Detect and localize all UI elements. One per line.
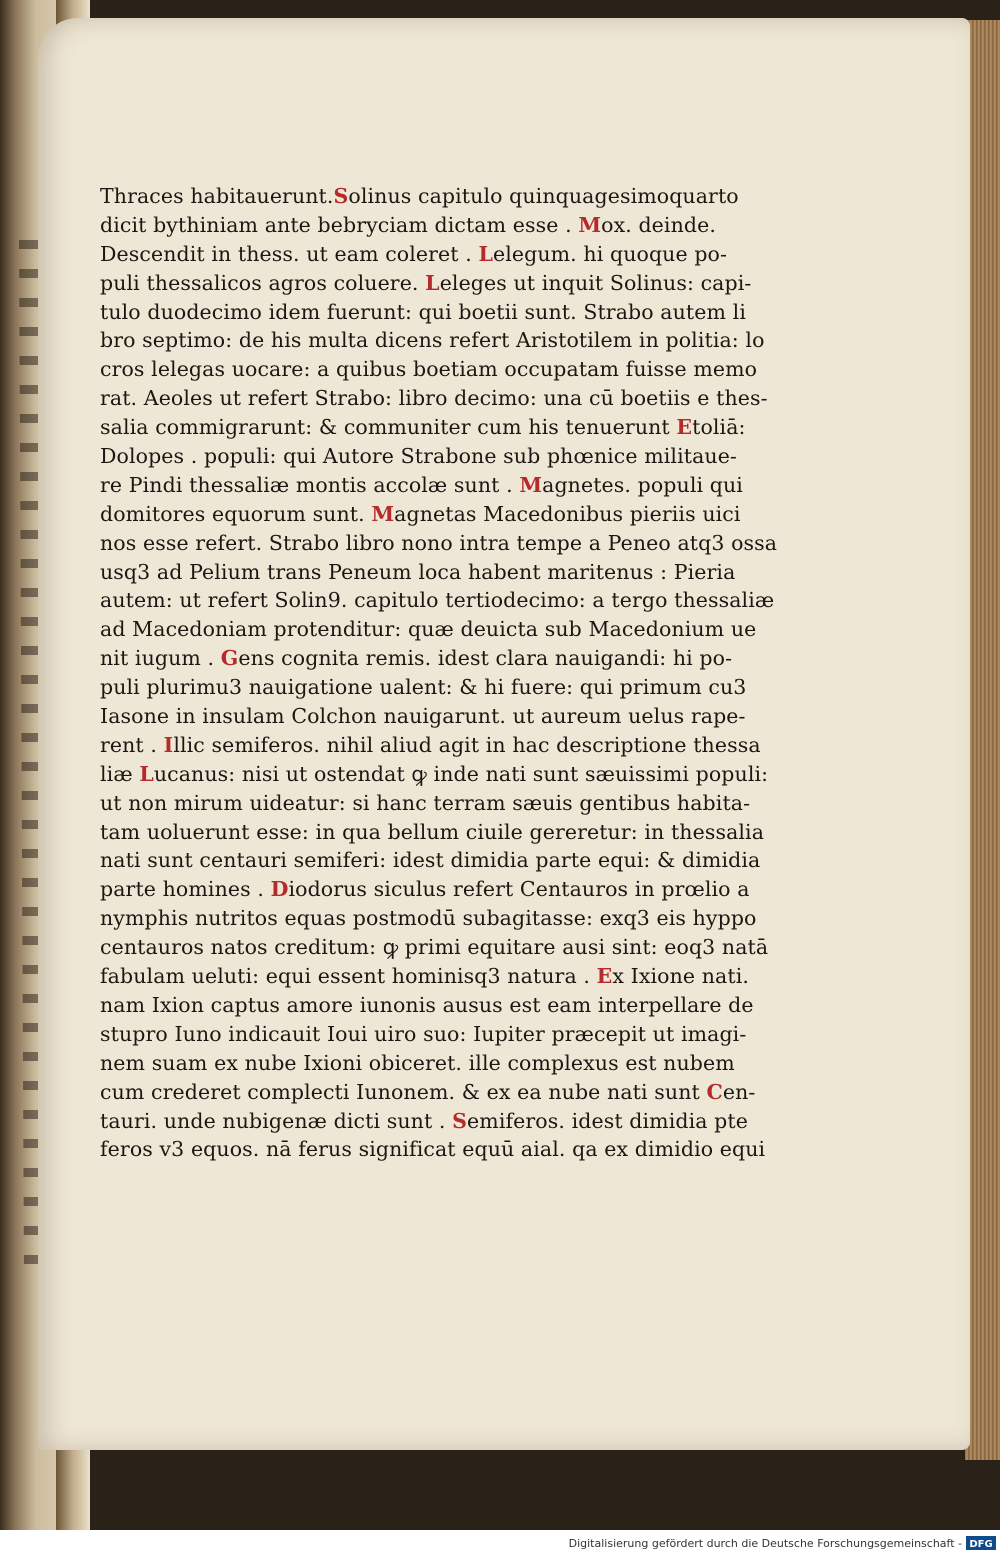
text-segment: Iasone in insulam Colchon nauigarunt. ut aureum uelus rape-: [100, 704, 746, 729]
text-segment: nati sunt centauri semiferi: idest dimidia parte equi: & dimidia: [100, 848, 761, 873]
rubricated-initial: G: [220, 646, 239, 671]
text-segment: parte homines .: [100, 877, 271, 902]
text-line: [100, 326, 765, 355]
text-line: [100, 269, 752, 298]
text-segment: dicit bythiniam ante bebryciam dictam esse .: [100, 212, 579, 237]
text-segment: bro septimo: de his multa dicens refert Aristotilem in politia: lo: [100, 328, 765, 353]
text-line: [100, 1135, 766, 1164]
text-segment: nam Ixion captus amore iunonis ausus est eam interpellare de: [100, 992, 754, 1017]
text-line: [100, 904, 757, 933]
text-line: [100, 1020, 747, 1049]
text-segment: puli thessalicos agros coluere.: [100, 270, 426, 295]
rubricated-initial: M: [371, 501, 395, 526]
rubricated-initial: E: [596, 964, 613, 989]
page-edges: [965, 20, 1000, 1460]
rubricated-initial: E: [676, 415, 693, 440]
text-segment: eleges ut inquit Solinus: capi-: [439, 270, 752, 295]
text-segment: fabulam ueluti: equi essent hominisq3 natura .: [100, 964, 597, 989]
text-segment: Dolopes . populi: qui Autore Strabone sub phœnice militaue-: [100, 444, 737, 469]
text-segment: liæ: [100, 761, 140, 786]
text-segment: tam uoluerunt esse: in qua bellum ciuile gereretur: in thessalia: [100, 819, 765, 844]
text-segment: en-: [722, 1079, 756, 1104]
text-segment: nit iugum .: [100, 646, 221, 671]
text-line: [100, 558, 736, 587]
text-line: [100, 442, 737, 471]
text-line: [100, 211, 716, 240]
rubricated-initial: M: [519, 472, 543, 497]
text-segment: ut non mirum uideatur: si hanc terram sæuis gentibus habita-: [100, 790, 751, 815]
text-line: [100, 529, 778, 558]
footer-bar: [0, 1530, 1000, 1557]
text-segment: usq3 ad Pelium trans Peneum loca habent maritenus : Pieria: [100, 559, 736, 584]
rubricated-initial: C: [706, 1079, 723, 1104]
text-segment: autem: ut refert Solin9. capitulo tertiodecimo: a tergo thessaliæ: [100, 588, 775, 613]
text-segment: ucanus: nisi ut ostendat ꝙ inde nati sunt sæuissimi populi:: [153, 761, 769, 786]
rubricated-initial: I: [163, 732, 174, 757]
rubricated-initial: M: [578, 212, 602, 237]
rubricated-initial: L: [139, 761, 154, 786]
text-segment: Descendit in thess. ut eam coleret .: [100, 241, 479, 266]
text-segment: ens cognita remis. idest clara nauigandi: hi po-: [238, 646, 733, 671]
text-line: [100, 1107, 748, 1136]
text-line: [100, 240, 728, 269]
text-line: [100, 1078, 756, 1107]
rubricated-initial: S: [333, 184, 349, 208]
text-segment: salia commigrarunt: & communiter cum his tenuerunt: [100, 415, 677, 440]
text-line: [100, 991, 754, 1020]
text-line: [100, 182, 739, 211]
rubricated-initial: D: [270, 877, 289, 902]
text-line: [100, 673, 747, 702]
text-segment: cros lelegas uocare: a quibus boetiam occupatam fuisse memo: [100, 357, 758, 382]
text-line: [100, 875, 750, 904]
text-line: [100, 702, 746, 731]
text-segment: emiferos. idest dimidia pte: [467, 1108, 748, 1133]
text-line: [100, 731, 761, 760]
text-segment: cum crederet complecti Iunonem. & ex ea nube nati sunt: [100, 1079, 707, 1104]
text-segment: elegum. hi quoque po-: [492, 241, 728, 266]
text-line: [100, 355, 758, 384]
text-line: [100, 413, 746, 442]
text-segment: nymphis nutritos equas postmodū subagitasse: exq3 eis hyppo: [100, 906, 757, 931]
text-line: [100, 384, 768, 413]
text-segment: Thraces habitauerunt.: [100, 184, 334, 208]
rubricated-initial: L: [478, 241, 493, 266]
text-segment: puli plurimu3 nauigatione ualent: & hi fuere: qui primum cu3: [100, 675, 747, 700]
rubricated-initial: L: [425, 270, 440, 295]
text-segment: stupro Iuno indicauit Ioui uiro suo: Iupiter præcepit ut imagi-: [100, 1021, 747, 1046]
text-line: [100, 500, 741, 529]
text-segment: domitores equorum sunt.: [100, 501, 372, 526]
rubricated-initial: S: [452, 1108, 468, 1133]
text-segment: tauri. unde nubigenæ dicti sunt .: [100, 1108, 453, 1133]
text-segment: feros v3 equos. nā ferus significat equū aial. qa ex dimidio equi: [100, 1137, 766, 1162]
text-line: [100, 962, 749, 991]
text-segment: llic semiferos. nihil aliud agit in hac descriptione thessa: [173, 732, 761, 757]
text-segment: tulo duodecimo idem fuerunt: qui boetii sunt. Strabo autem li: [100, 299, 746, 324]
text-segment: iodorus siculus refert Centauros in prœlio a: [288, 877, 750, 902]
text-line: [100, 586, 775, 615]
text-segment: centauros natos creditum: ꝙ primi equitare ausi sint: eoq3 natā: [100, 935, 769, 960]
text-segment: x Ixione nati.: [612, 964, 749, 989]
text-segment: rat. Aeoles ut refert Strabo: libro decimo: una cū boetiis e thes-: [100, 386, 768, 411]
text-segment: ad Macedoniam protenditur: quæ deuicta sub Macedonium ue: [100, 617, 757, 642]
text-segment: olinus capitulo quinquagesimoquarto: [348, 184, 739, 208]
text-line: [100, 615, 757, 644]
text-segment: toliā:: [692, 415, 746, 440]
text-segment: nem suam ex nube Ixioni obiceret. ille complexus est nubem: [100, 1050, 735, 1075]
text-line: [100, 789, 751, 818]
dfg-logo-text: DFG: [969, 1539, 993, 1550]
text-line: [100, 471, 743, 500]
text-line: [100, 298, 746, 327]
text-line: [100, 760, 769, 789]
text-line: [100, 1049, 735, 1078]
text-line: [100, 644, 733, 673]
text-segment: ox. deinde.: [601, 212, 716, 237]
text-segment: agnetas Macedonibus pieriis uici: [394, 501, 741, 526]
text-segment: re Pindi thessaliæ montis accolæ sunt .: [100, 472, 520, 497]
dfg-logo: [966, 1536, 996, 1550]
text-block: [100, 182, 778, 1164]
text-segment: agnetes. populi qui: [542, 472, 743, 497]
text-line: [100, 933, 769, 962]
text-segment: nos esse refert. Strabo libro nono intra tempe a Peneo atq3 ossa: [100, 530, 778, 555]
text-line: [100, 818, 765, 847]
text-line: [100, 846, 761, 875]
text-segment: rent .: [100, 732, 164, 757]
funding-credit: Digitalisierung gefördert durch die Deutsche Forschungsgemeinschaft -: [568, 1537, 962, 1550]
